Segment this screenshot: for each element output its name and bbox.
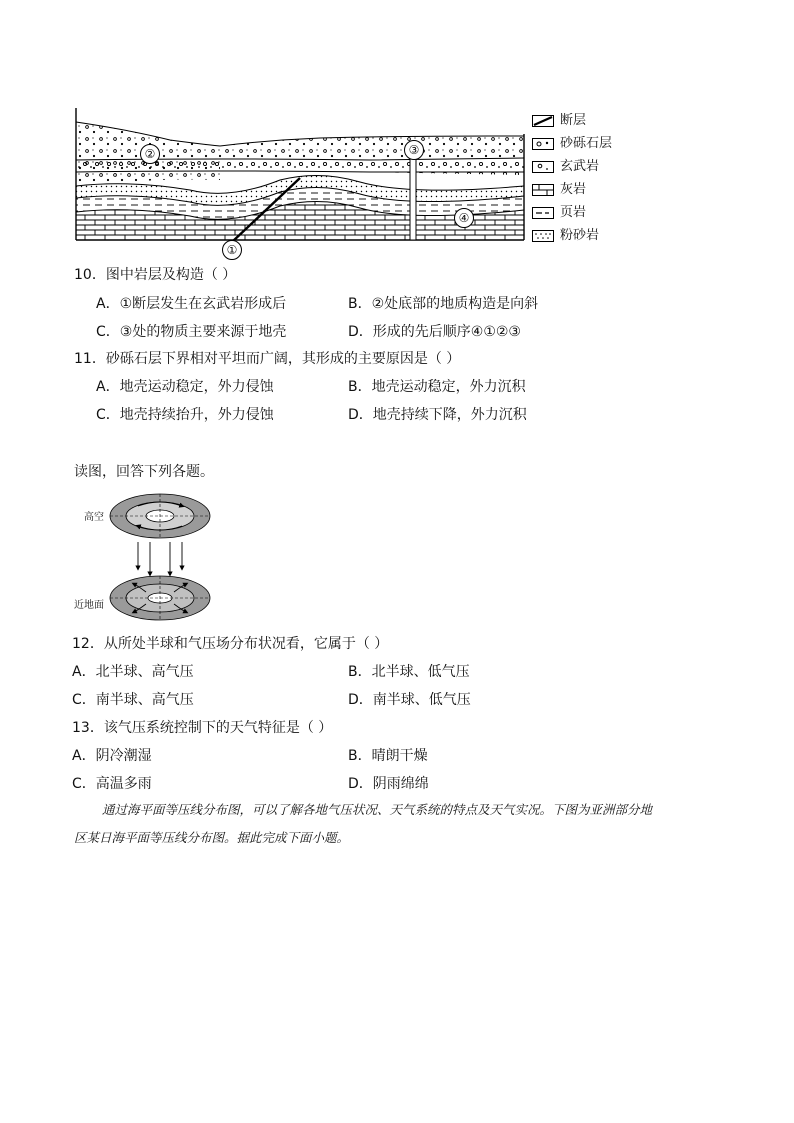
q12-stem: 12．从所处半球和气压场分布状况看，它属于（ ）: [72, 636, 389, 652]
q10-option-d[interactable]: D．形成的先后顺序④①②③: [348, 324, 521, 340]
q13-option-a[interactable]: A．阴冷潮湿: [72, 748, 152, 764]
fault-symbol-icon: [532, 115, 554, 127]
limestone-symbol-icon: [532, 184, 554, 196]
q10-stem: 10．图中岩层及构造（ ）: [74, 267, 237, 283]
q11-option-b[interactable]: B．地壳运动稳定，外力沉积: [348, 379, 526, 395]
q13-option-b[interactable]: B．晴朗干燥: [348, 748, 428, 764]
q11-option-c[interactable]: C．地壳持续抬升，外力侵蚀: [96, 407, 274, 423]
surface-label: 近地面: [74, 600, 104, 611]
gravel-symbol-icon: [532, 138, 554, 150]
isobar-paragraph-line-1: 通过海平面等压线分布图，可以了解各地气压状况、天气系统的特点及天气实况。下图为亚洲部分地: [102, 802, 653, 817]
q12-option-c[interactable]: C．南半球、高气压: [72, 692, 194, 708]
marker-3: ③: [404, 140, 424, 160]
q10-option-a[interactable]: A．①断层发生在玄武岩形成后: [96, 296, 287, 312]
intro-read-figure: 读图，回答下列各题。: [74, 464, 214, 480]
q11-stem: 11．砂砾石层下界相对平坦而广阔，其形成的主要原因是（ ）: [74, 351, 461, 367]
q11-option-d[interactable]: D．地壳持续下降，外力沉积: [348, 407, 527, 423]
q12-option-d[interactable]: D．南半球、低气压: [348, 692, 471, 708]
isobar-paragraph-line-2: 区某日海平面等压线分布图。据此完成下面小题。: [74, 830, 350, 845]
q11-option-a[interactable]: A．地壳运动稳定，外力侵蚀: [96, 379, 274, 395]
pressure-figure: [74, 490, 220, 625]
upper-air-label: 高空: [84, 512, 104, 523]
shale-symbol-icon: [532, 207, 554, 219]
q12-option-a[interactable]: A．北半球、高气压: [72, 664, 194, 680]
marker-1: ①: [222, 240, 242, 260]
q13-option-d[interactable]: D．阴雨绵绵: [348, 776, 429, 792]
marker-2: ②: [140, 144, 160, 164]
pressure-system-diagram: [80, 490, 220, 625]
siltstone-symbol-icon: [532, 230, 554, 242]
q10-option-c[interactable]: C．③处的物质主要来源于地壳: [96, 324, 287, 340]
geology-figure: ② ③ ④ ① 断层 砂砾石层 玄武岩 灰岩 页岩 粉砂岩: [70, 100, 630, 260]
basalt-symbol-icon: [532, 161, 554, 173]
geology-cross-section: [70, 100, 530, 260]
marker-4: ④: [454, 208, 474, 228]
q12-option-b[interactable]: B．北半球、低气压: [348, 664, 470, 680]
q13-option-c[interactable]: C．高温多雨: [72, 776, 152, 792]
q10-option-b[interactable]: B．②处底部的地质构造是向斜: [348, 296, 539, 312]
q13-stem: 13．该气压系统控制下的天气特征是（ ）: [72, 720, 333, 736]
